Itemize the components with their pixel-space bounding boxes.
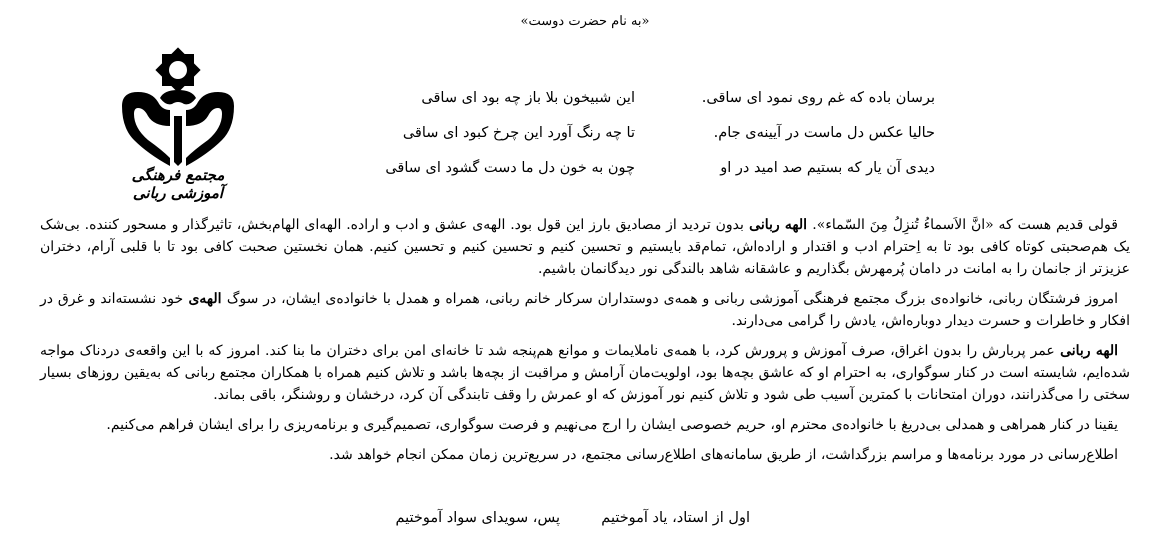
paragraph [40, 414, 1130, 436]
name-highlight: الهه ربانی [1054, 343, 1119, 359]
poem-verse [375, 115, 935, 150]
page-header: «به نام حضرت دوست» [520, 14, 650, 29]
verse-second-hemistich: این شبیخون بلا باز چه بود ای ساقی [421, 89, 635, 106]
paragraph-text: عمر پربارش را بدون اغراق، صرف آموزش و پرورش کرد، با همه‌ی ناملایمات و موانع هم‌پنجه شد تا خانه‌ای امن برای دختران ما بنا کند. امروز که با این واقعه‌ی دردناک مواجه شده‌ایم، شایسته است در کنار سوگواری، به احترام او که عاشق بچه‌ها بود، اولویت‌مان آرامش و مراقبت از بچه‌ها باشد و تلاش کنیم همراه با همکاران مجتمع ربانی که به‌یقین روزهای بسیار سختی را می‌گذرانند، دوران امتحانات با کمترین آسیب طی شود و تلاش کنیم نور آموزش که او عمرش را وقف تابندگی آن کرد، درخشان و روشنگر، باقی بماند. [40, 343, 1130, 403]
paragraph [40, 214, 1130, 280]
verse-first-hemistich: حالیا عکس دل ماست در آیینه‌ی جام. [713, 124, 935, 141]
paragraph-text: بدون تردید از مصادیق بارز این قول بود. الهه‌ی عشق و ادب و اراده. الهه‌ای الهام‌بخش، تاثیرگذار و مسحور کننده. بی‌شک یک هم‌صحبتی کوتاه کافی بود تا به اِحترام ادب و اقتدار و اراده‌اش، تمام‌قد بایستیم و تحسین کنیم و تحسین کنیم و تحسین کنیم. همان نخستین صحبت کافی بود تا با قلبی آرام، دختران عزیزتر از جانمان را به امانت در دامان پُرمهرش بگذاریم و عاشقانه شاهد بالندگی نور دیدگانمان باشیم. [40, 217, 1130, 277]
poem [375, 80, 935, 185]
paragraph-text: اطلاع‌رسانی در مورد برنامه‌ها و مراسم بزرگداشت، از طریق سامانه‌های اطلاع‌رسانی مجتمع، در سریع‌ترین زمان ممکن انجام خواهد شد. [329, 447, 1118, 463]
verse-first-hemistich: برسان باده که غم روی نمود ای ساقی. [701, 89, 935, 106]
paragraph [40, 340, 1130, 406]
verse-first-hemistich: دیدی آن یار که بستیم صد امید در او [720, 159, 935, 176]
paragraph-text: قولی قدیم هست که «انَّ الاَسماءُ تُنزِلُ مِنَ السّماء». [812, 217, 1118, 233]
paragraph-text: یقینا در کنار همراهی و همدلی بی‌دریغ با خانواده‌ی محترم او، حریم خصوصی ایشان را ارج می‌نهیم و فرصت سوگواری، تصمیم‌گیری و برنامه‌ریزی را برای ایشان فراهم می‌کنیم. [106, 417, 1118, 433]
verse-second-hemistich: تا چه رنگ آورد این چرخ کبود ای ساقی [402, 124, 635, 141]
verse-second-hemistich: چون به خون دل ما دست گشود ای ساقی [385, 159, 635, 176]
paragraph [40, 288, 1130, 332]
name-highlight: الهه‌ی [183, 291, 227, 307]
logo-caption: مجتمع فرهنگی آموزشی ربانی [131, 166, 225, 202]
paragraph-text: خود نشسته‌اند و غرق در افکار و خاطرات و حسرت دیدار دوباره‌اش، یادش را گرامی می‌دارند. [40, 291, 1130, 329]
closing-first-hemistich: اول از استاد، یاد آموختیم [601, 510, 750, 526]
poem-verse [375, 150, 935, 185]
paragraph-text: امروز فرشتگان ربانی، خانواده‌ی بزرگ مجتمع فرهنگی آموزشی ربانی و همه‌ی دوستداران سرکار خانم ربانی، همراه و همدل با خانواده‌ی ایشان، در سوگ [226, 291, 1119, 307]
closing-second-hemistich: پس، سویدای سواد آموختیم [395, 510, 560, 526]
closing-verse [350, 510, 750, 526]
letter-body [40, 214, 1130, 474]
paragraph [40, 444, 1130, 466]
poem-verse [375, 80, 935, 115]
logo-emblem-icon [108, 40, 248, 168]
name-highlight: الهه ربانی [743, 217, 813, 233]
